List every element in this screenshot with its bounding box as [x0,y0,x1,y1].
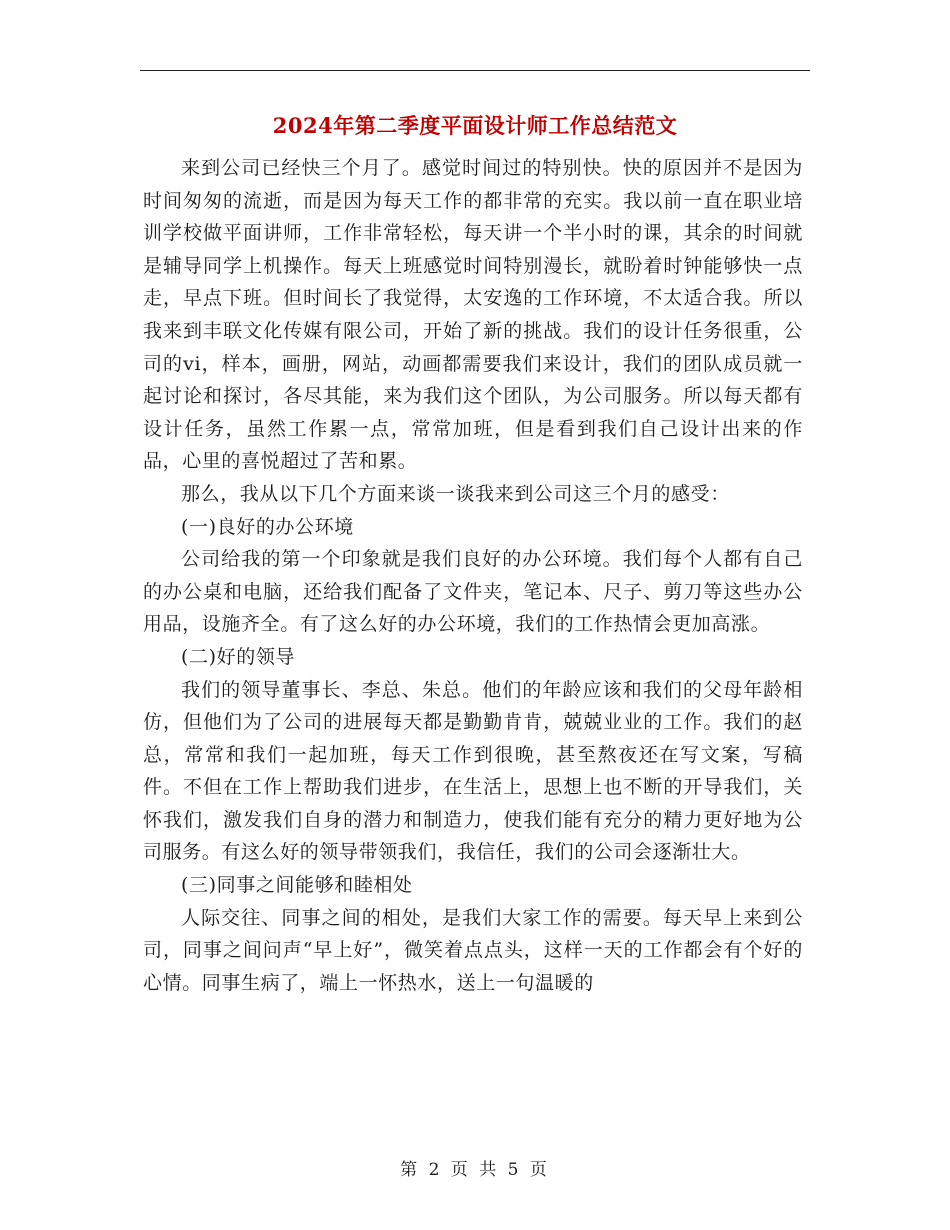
header-rule [140,70,810,71]
paragraph-leadership: 我们的领导董事长、李总、朱总。他们的年龄应该和我们的父母年龄相仿，但他们为了公司的进展每天都是勤勤肯肯，兢兢业业的工作。我们的赵总，常常和我们一起加班，每天工作到很晚，甚至熬夜还在写文案，写稿件。不但在工作上帮助我们进步，在生活上，思想上也不断的开导我们，关怀我们，激发我们自身的潜力和制造力，使我们能有充分的精力更好地为公司服务。有这么好的领导带领我们，我信任，我们的公司会逐渐壮大。 [143,678,803,864]
paragraph-colleagues: 人际交往、同事之间的相处，是我们大家工作的需要。每天早上来到公司，同事之间问声“早上好”，微笑着点点头，这样一天的工作都会有个好的心情。同事生病了，端上一怀热水，送上一句温暖的 [143,906,803,994]
paragraph-intro: 来到公司已经快三个月了。感觉时间过的特别快。快的原因并不是因为时间匆匆的流逝，而是因为每天工作的都非常的充实。我以前一直在职业培训学校做平面讲师，工作非常轻松，每天讲一个半小时的课，其余的时间就是辅导同学上机操作。每天上班感觉时间特别漫长，就盼着时钟能够快一点走，早点下班。但时间长了我觉得，太安逸的工作环境，不太适合我。所以我来到丰联文化传媒有限公司，开始了新的挑战。我们的设计任务很重，公司的vi，样本，画册，网站，动画都需要我们来设计，我们的团队成员就一起讨论和探讨，各尽其能，来为我们这个团队，为公司服务。所以每天都有设计任务，虽然工作累一点，常常加班，但是看到我们自己设计出来的作品，心里的喜悦超过了苦和累。 [143,157,803,473]
page-number-footer: 第 2 页 共 5 页 [400,1160,550,1180]
document-body [143,152,803,999]
section-heading-colleagues: (三)同事之间能够和睦相处 [181,874,413,897]
section-heading-leadership: (二)好的领导 [181,645,296,668]
paragraph-office-environment: 公司给我的第一个印象就是我们良好的办公环境。我们每个人都有自己的办公桌和电脑，还给我们配备了文件夹，笔记本、尺子、剪刀等这些办公用品，设施齐全。有了这么好的办公环境，我们的工作热情会更加高涨。 [143,548,803,636]
document-title: 2024年第二季度平面设计师工作总结范文 [272,113,678,138]
section-heading-office-environment: (一)良好的办公环境 [181,515,354,538]
paragraph-lead-in: 那么，我从以下几个方面来谈一谈我来到公司这三个月的感受： [181,482,730,505]
